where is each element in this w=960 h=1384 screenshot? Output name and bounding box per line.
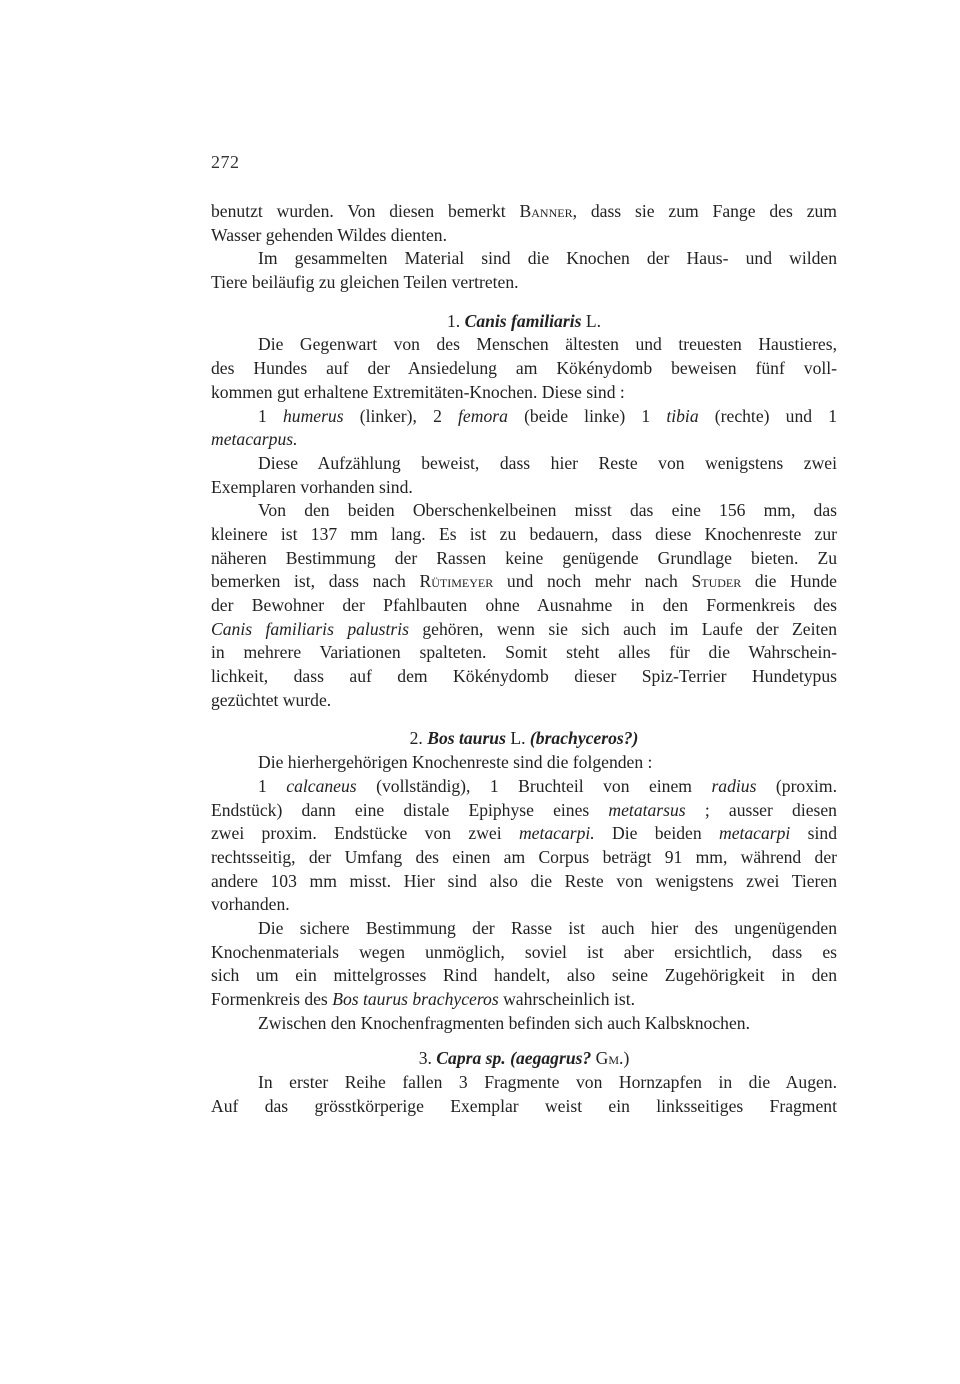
author-name: Rütimeyer — [419, 571, 494, 592]
body-text — [211, 200, 837, 1118]
text-line: andere 103 mm misst. Hier sind also die Reste von wenigstens zwei Tieren — [211, 870, 837, 891]
text-line: gezüchtet wurde. — [211, 689, 332, 710]
species-name: Canis familiaris palustris — [211, 618, 409, 639]
text-line: Endstück) dann eine distale Epiphyse eines metatarsus ; ausser diesen — [211, 799, 837, 820]
bone-term: femora — [458, 405, 508, 426]
text-line: Auf das grösstkörperige Exemplar weist ein linksseitiges Fragment — [211, 1095, 837, 1116]
text-line: bemerken ist, dass nach Rütimeyer und noch mehr nach Studer die Hunde — [211, 571, 837, 592]
text-line: zwei proxim. Endstücke von zwei metacarpi. Die beiden metacarpi sind — [211, 823, 837, 844]
section-heading-bos: 2. Bos taurus L. (brachyceros?) — [409, 728, 639, 749]
text-line: vorhanden. — [211, 894, 290, 915]
text-line: Diese Aufzählung beweist, dass hier Reste von wenigstens zwei — [258, 452, 837, 473]
bone-term: humerus — [282, 405, 344, 426]
text-line: Exemplaren vorhanden sind. — [211, 476, 413, 497]
text-line: 1 calcaneus (vollständig), 1 Bruchteil von einem radius (proxim. — [258, 775, 837, 796]
text-line: 1 humerus (linker), 2 femora (beide linke) 1 tibia (rechte) und 1 — [258, 405, 837, 426]
species-name: Capra sp. — [436, 1048, 506, 1069]
author-name: Studer — [691, 571, 742, 592]
text-line: Wasser gehenden Wildes dienten. — [211, 224, 447, 245]
text-line: Die sichere Bestimmung der Rasse ist auch hier des ungenügenden — [258, 917, 837, 938]
text-line: Knochenmaterials wegen unmöglich, soviel ist aber ersichtlich, dass es — [211, 941, 837, 962]
spacer — [211, 295, 837, 310]
text-line: Formenkreis des Bos taurus brachyceros wahrscheinlich ist. — [211, 989, 636, 1009]
text-line: kommen gut erhaltene Extremitäten-Knochen. Diese sind : — [211, 381, 625, 402]
text-line: näheren Bestimmung der Rassen keine genügende Grundlage bieten. Zu — [211, 547, 837, 568]
bone-term: metatarsus — [608, 799, 686, 820]
section-heading-capra: 3. Capra sp. (aegagrus? Gm.) — [418, 1048, 630, 1069]
text-line: rechtsseitig, der Umfang des einen am Corpus beträgt 91 mm, während der — [211, 846, 837, 867]
text-line: Tiere beiläufig zu gleichen Teilen vertreten. — [211, 272, 519, 293]
text-line: In erster Reihe fallen 3 Fragmente von Hornzapfen in die Augen. — [258, 1072, 837, 1093]
species-name: Canis familiaris — [464, 310, 582, 331]
bone-term: metacarpi — [718, 823, 791, 844]
spacer — [211, 1035, 837, 1047]
text-line: kleinere ist 137 mm lang. Es ist zu bedauern, dass diese Knochenreste zur — [211, 523, 837, 544]
spacer — [211, 712, 837, 727]
text-line: Im gesammelten Material sind die Knochen der Haus- und wilden — [258, 248, 837, 269]
bone-term: calcaneus — [286, 775, 357, 796]
bone-term: radius — [711, 775, 757, 796]
text-line: Von den beiden Oberschenkelbeinen misst das eine 156 mm, das — [258, 500, 837, 521]
text-line: sich um ein mittelgrosses Rind handelt, also seine Zugehörigkeit in den — [211, 965, 837, 986]
bone-term: tibia — [666, 405, 699, 426]
bone-term: metacarpus. — [211, 429, 298, 450]
text-line: der Bewohner der Pfahlbauten ohne Ausnahme in den Formenkreis des — [211, 595, 837, 615]
text-line: Canis familiaris palustris gehören, wenn sie sich auch im Laufe der Zeiten — [211, 618, 837, 639]
section-heading-canis: 1. Canis familiaris L. — [446, 310, 601, 331]
text-line: Die hierhergehörigen Knochenreste sind die folgenden : — [258, 752, 653, 773]
species-name: Bos taurus — [427, 728, 506, 749]
bone-term: metacarpi. — [518, 823, 595, 844]
text-line: des Hundes auf der Ansiedelung am Kökénydomb beweisen fünf voll- — [211, 358, 837, 379]
text-line: lichkeit, dass auf dem Kökénydomb dieser Spiz-Terrier Hundetypus — [211, 666, 837, 687]
text-line: benutzt wurden. Von diesen bemerkt Banner, dass sie zum Fange des zum — [211, 201, 837, 221]
text-line: Zwischen den Knochenfragmenten befinden sich auch Kalbsknochen. — [258, 1012, 750, 1033]
text-line: Die Gegenwart von des Menschen ältesten und treuesten Haustieres, — [258, 334, 837, 355]
species-name: Bos taurus brachyceros — [332, 989, 499, 1009]
text-line — [211, 428, 837, 452]
author-name: Banner — [519, 201, 573, 221]
page-number: 272 — [211, 152, 240, 172]
text-line: in mehrere Variationen spalteten. Somit steht alles für die Wahrschein- — [211, 642, 837, 663]
